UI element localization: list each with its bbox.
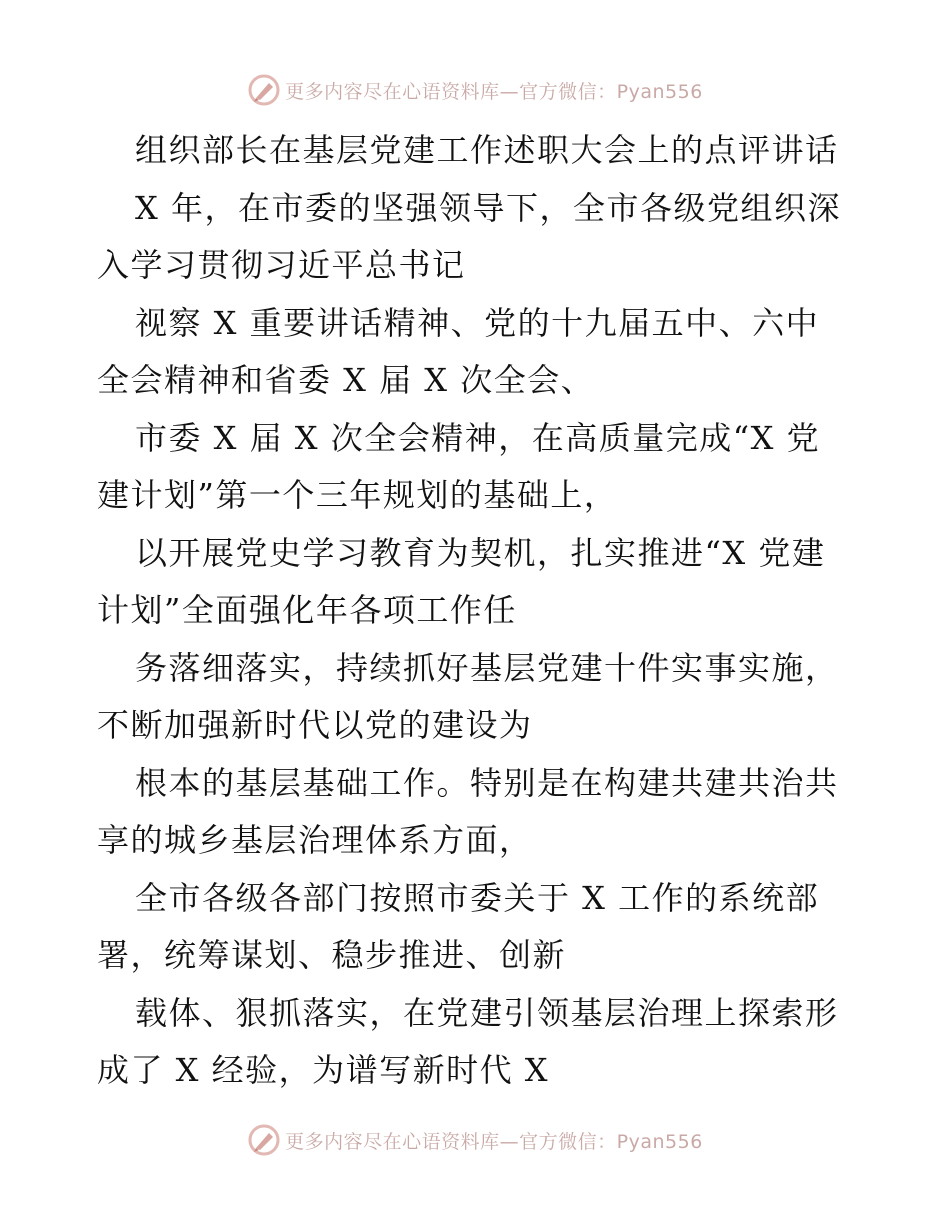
text-line: 成了 X 经验，为谱写新时代 X — [97, 1051, 550, 1089]
text-line: 全会精神和省委 X 届 X 次全会、 — [97, 361, 595, 399]
watermark-text: 更多内容尽在心语资料库—官方微信：Pyan556 — [285, 1130, 703, 1153]
text-line: 以开展党史学习教育为契机，扎实推进“X 党建 — [135, 533, 826, 572]
text-line: 不断加强新时代以党的建设为 — [97, 706, 533, 744]
text-line: 根本的基层基础工作。特别是在构建共建共治共 — [135, 763, 839, 802]
text-line: 务落细落实，持续抓好基层党建十件实事实施， — [135, 648, 839, 687]
header-watermark — [0, 70, 950, 110]
watermark-text: 更多内容尽在心语资料库—官方微信：Pyan556 — [285, 80, 703, 103]
text-line: 全市各级各部门按照市委关于 X 工作的系统部 — [135, 878, 820, 917]
text-line: 享的城乡基层治理体系方面， — [97, 821, 533, 859]
pen-nib-logo — [247, 1123, 281, 1157]
text-line: 计划”全面强化年各项工作任 — [97, 591, 517, 629]
text-line: 建计划”第一个三年规划的基础上， — [97, 476, 618, 514]
footer-watermark — [0, 1120, 950, 1160]
text-line: 入学习贯彻习近平总书记 — [97, 246, 466, 284]
text-line: 载体、狠抓落实，在党建引领基层治理上探索形 — [135, 993, 839, 1032]
document-title: 组织部长在基层党建工作述职大会上的点评讲话 — [135, 131, 839, 169]
pen-nib-logo — [247, 73, 281, 107]
text-line: 署，统筹谋划、稳步推进、创新 — [97, 936, 567, 974]
text-line: X 年，在市委的坚强领导下，全市各级党组织深 — [135, 188, 841, 227]
document-body — [97, 122, 857, 1100]
text-line: 视察 X 重要讲话精神、党的十九届五中、六中 — [135, 303, 820, 342]
text-line: 市委 X 届 X 次全会精神，在高质量完成“X 党 — [135, 418, 821, 457]
